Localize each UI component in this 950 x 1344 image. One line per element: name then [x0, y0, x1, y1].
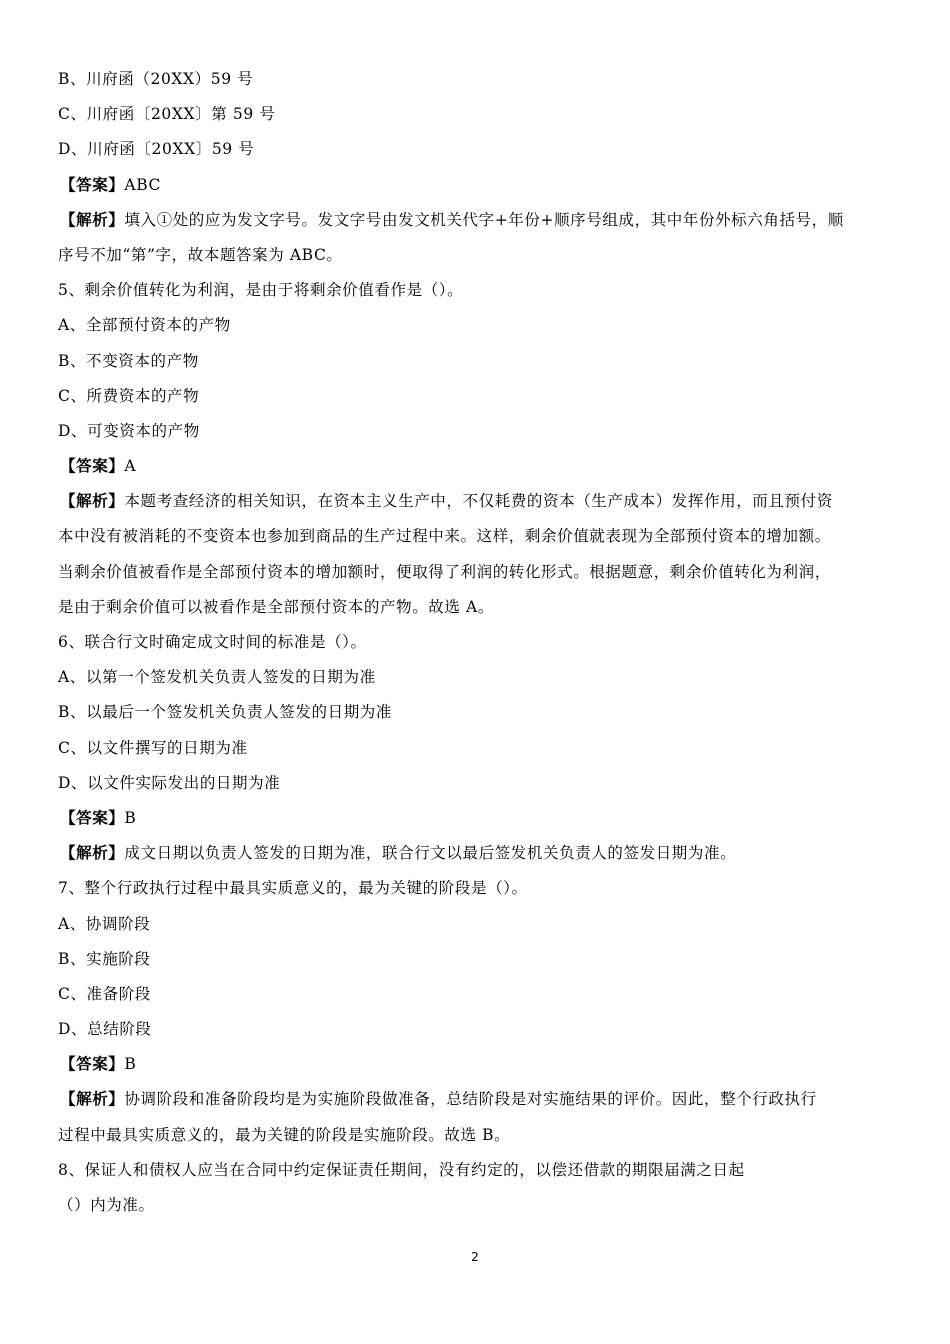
bracket-tag: 【解析】 [60, 1090, 125, 1109]
text-line [58, 907, 898, 942]
line-text: 填入①处的应为发文字号。发文字号由发文机关代字+年份+顺序号组成，其中年份外标六角括号，顺 [124, 210, 844, 229]
bracket-tag: 【答案】 [60, 175, 125, 194]
answer-line [58, 484, 898, 519]
bracket-tag: 【解析】 [60, 210, 125, 229]
line-text: 协调阶段和准备阶段均是为实施阶段做准备，总结阶段是对实施结果的评价。因此，整个行政执行 [124, 1090, 817, 1109]
text-line [58, 1012, 898, 1047]
line-text: A、以第一个签发机关负责人签发的日期为准 [58, 668, 376, 687]
line-text: 5、剩余价值转化为利润，是由于将剩余价值看作是（）。 [58, 281, 464, 300]
text-line [58, 414, 898, 449]
line-text: ABC [124, 175, 161, 194]
text-line [58, 308, 898, 343]
text-line [58, 695, 898, 730]
text-line [58, 132, 898, 167]
line-text: 序号不加“第”字，故本题答案为 ABC。 [58, 245, 343, 264]
text-line [58, 62, 898, 97]
text-line [58, 625, 898, 660]
answer-line [58, 168, 898, 203]
answer-line [58, 203, 898, 238]
line-text: B、实施阶段 [58, 949, 151, 968]
text-line [58, 1118, 898, 1153]
bracket-tag: 【解析】 [60, 492, 125, 511]
text-line [58, 731, 898, 766]
text-line [58, 871, 898, 906]
answer-line [58, 801, 898, 836]
line-text: 当剩余价值被看作是全部预付资本的增加额时，便取得了利润的转化形式。根据题意，剩余价值转化为利润， [58, 562, 831, 581]
line-text: D、川府函〔20XX〕59 号 [58, 140, 255, 159]
line-text: 过程中最具实质意义的，最为关键的阶段是实施阶段。故选 B。 [58, 1125, 511, 1144]
text-line [58, 590, 898, 625]
line-text: 8、保证人和债权人应当在合同中约定保证责任期间，没有约定的，以偿还借款的期限届满之日起 [58, 1160, 745, 1179]
bracket-tag: 【答案】 [60, 1055, 125, 1074]
text-line [58, 344, 898, 379]
line-text: A、全部预付资本的产物 [58, 316, 231, 335]
line-text: 是由于剩余价值可以被看作是全部预付资本的产物。故选 A。 [58, 597, 494, 616]
line-text: B [124, 808, 137, 827]
text-line [58, 555, 898, 590]
line-text: （）内为准。 [58, 1196, 155, 1214]
line-text: 本中没有被消耗的不变资本也参加到商品的生产过程中来。这样，剩余价值就表现为全部预付资本的增加额。 [58, 527, 831, 546]
line-text: B、不变资本的产物 [58, 351, 199, 370]
text-line [58, 97, 898, 132]
page-number: 2 [471, 1250, 479, 1264]
bracket-tag: 【答案】 [60, 457, 125, 476]
line-text: 本题考查经济的相关知识，在资本主义生产中，不仅耗费的资本（生产成本）发挥作用，而且预付资 [124, 492, 833, 511]
line-text: D、可变资本的产物 [58, 421, 200, 440]
line-text: A [124, 457, 137, 476]
line-text: D、总结阶段 [58, 1020, 152, 1039]
line-text: B、以最后一个签发机关负责人签发的日期为准 [58, 703, 392, 722]
line-text: 6、联合行文时确定成文时间的标准是（）。 [58, 633, 367, 651]
answer-line [58, 449, 898, 484]
text-line [58, 1153, 898, 1188]
text-line [58, 977, 898, 1012]
bracket-tag: 【答案】 [60, 808, 125, 827]
line-text: 成文日期以负责人签发的日期为准，联合行文以最后签发机关负责人的签发日期为准。 [124, 844, 737, 863]
line-text: C、所费资本的产物 [58, 386, 200, 405]
line-text: B、川府函（20XX）59 号 [58, 70, 254, 88]
line-text: D、以文件实际发出的日期为准 [58, 773, 281, 792]
line-text: A、协调阶段 [58, 914, 151, 933]
text-line [58, 766, 898, 801]
line-text: 7、整个行政执行过程中最具实质意义的，最为关键的阶段是（）。 [58, 879, 528, 898]
line-text: C、准备阶段 [58, 984, 151, 1003]
text-line [58, 942, 898, 977]
text-line [58, 519, 898, 554]
bracket-tag: 【解析】 [60, 844, 125, 863]
line-text: B [124, 1055, 137, 1074]
text-line [58, 660, 898, 695]
text-line [58, 1188, 898, 1223]
answer-line [58, 1047, 898, 1082]
text-line [58, 379, 898, 414]
text-line [58, 273, 898, 308]
answer-line [58, 1082, 898, 1117]
text-line [58, 238, 898, 273]
line-text: C、以文件撰写的日期为准 [58, 738, 248, 757]
answer-line [58, 836, 898, 871]
document-body [58, 62, 898, 1223]
line-text: C、川府函〔20XX〕第 59 号 [58, 105, 276, 124]
